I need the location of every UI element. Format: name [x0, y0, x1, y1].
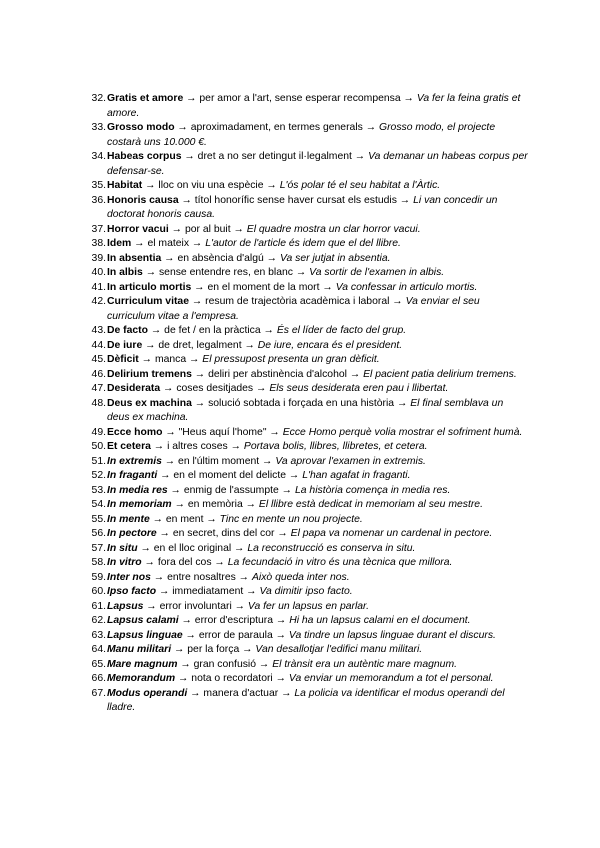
arrow-icon: →: [148, 325, 165, 336]
latin-expressions-list: [88, 92, 528, 716]
usage-example: La història comença in media res.: [294, 484, 451, 496]
usage-example: Va enviar el seu curriculum vitae a l'empresa.: [107, 296, 480, 322]
term-meaning: lloc on viu una espècie: [158, 180, 264, 191]
usage-example: Va ser jutjat in absentia.: [279, 252, 391, 264]
term-meaning: en el moment del delicte: [173, 470, 287, 481]
term-meaning: el mateix: [147, 238, 190, 249]
list-item: [88, 382, 528, 397]
list-item: [88, 397, 528, 426]
arrow-icon: →: [278, 687, 295, 699]
arrow-icon: →: [242, 499, 259, 510]
arrow-icon: →: [231, 542, 248, 554]
list-item: [88, 252, 528, 267]
latin-term: Honoris causa: [107, 194, 179, 206]
latin-term: Delirium tremens: [107, 368, 192, 380]
item-number: 42.: [91, 296, 106, 307]
usage-example: L'ós polar té el seu habitat a l'Àrtic.: [279, 180, 441, 191]
list-item: [88, 687, 528, 716]
term-meaning: aproximadament, en termes generals: [190, 122, 363, 133]
usage-example: El trànsit era un autèntic mare magnum.: [272, 658, 457, 670]
term-meaning: "Heus aquí l'home": [178, 426, 267, 438]
item-number: 64.: [91, 644, 106, 655]
item-number: 40.: [91, 267, 106, 278]
arrow-icon: →: [396, 194, 414, 206]
term-meaning: sense entendre res, en blanc: [158, 267, 293, 278]
term-meaning: solució sobtada i forçada en una història: [208, 397, 395, 409]
item-number: 56.: [91, 528, 106, 539]
arrow-icon: →: [259, 455, 276, 467]
latin-term: Inter nos: [107, 571, 151, 583]
latin-term: Desiderata: [107, 383, 161, 394]
usage-example: Va aprovar l'examen in extremis.: [275, 455, 426, 467]
usage-example: El llibre està dedicat in memoriam al seu mestre.: [258, 499, 483, 510]
term-meaning: por al buit: [184, 223, 231, 235]
arrow-icon: →: [203, 513, 220, 525]
arrow-icon: →: [189, 296, 206, 307]
item-number: 38.: [91, 238, 106, 249]
list-item: [88, 426, 528, 441]
list-item: [88, 295, 528, 324]
arrow-icon: →: [266, 426, 283, 438]
latin-term: De iure: [107, 339, 143, 351]
arrow-icon: →: [182, 629, 199, 641]
latin-term: In media res: [107, 484, 168, 496]
usage-example: Els seus desiderata eren pau i llibertat.: [269, 383, 449, 394]
item-number: 35.: [91, 180, 106, 191]
arrow-icon: →: [211, 557, 228, 568]
list-item: [88, 585, 528, 600]
list-item: [88, 527, 528, 542]
term-meaning: per amor a l'art, sense esperar recompensa: [199, 93, 401, 104]
arrow-icon: →: [175, 673, 192, 684]
item-number: 43.: [91, 325, 106, 336]
arrow-icon: →: [156, 586, 173, 597]
arrow-icon: →: [400, 93, 417, 104]
item-number: 66.: [91, 673, 106, 684]
item-number: 50.: [91, 441, 106, 452]
item-number: 62.: [91, 615, 106, 626]
list-item: [88, 339, 528, 354]
term-meaning: en ment: [165, 513, 204, 525]
list-item: [88, 672, 528, 687]
arrow-icon: →: [183, 93, 200, 104]
usage-example: Va sortir de l'examen in albis.: [309, 267, 445, 278]
usage-example: Va tindre un lapsus linguae durant el discurs.: [288, 629, 496, 641]
usage-example: Li van concedir un doctorat honoris causa.: [107, 194, 498, 220]
latin-term: Grosso modo: [107, 122, 175, 133]
list-item: [88, 237, 528, 252]
arrow-icon: →: [142, 339, 159, 351]
item-number: 51.: [91, 455, 106, 467]
arrow-icon: →: [174, 122, 191, 133]
list-item: [88, 281, 528, 296]
list-item: [88, 484, 528, 499]
item-number: 44.: [91, 339, 106, 351]
latin-term: Gratis et amore: [107, 93, 184, 104]
arrow-icon: →: [141, 557, 158, 568]
item-number: 59.: [91, 571, 106, 583]
item-number: 67.: [91, 687, 106, 699]
arrow-icon: →: [263, 180, 280, 191]
arrow-icon: →: [319, 281, 336, 293]
term-meaning: error involuntari: [159, 600, 232, 612]
arrow-icon: →: [263, 252, 280, 264]
arrow-icon: →: [231, 600, 248, 612]
list-item: [88, 150, 528, 179]
latin-term: In situ: [107, 542, 138, 554]
usage-example: El pacient patia delirium tremens.: [363, 368, 517, 380]
arrow-icon: →: [272, 629, 289, 641]
arrow-icon: →: [260, 325, 277, 336]
item-number: 65.: [91, 658, 106, 670]
term-meaning: immediatament: [172, 586, 244, 597]
term-meaning: en l'últim moment: [178, 455, 260, 467]
arrow-icon: →: [189, 238, 206, 249]
item-number: 60.: [91, 586, 106, 597]
latin-term: Lapsus: [107, 600, 144, 612]
term-meaning: de fet / en la pràctica: [164, 325, 261, 336]
list-item: [88, 614, 528, 629]
item-number: 48.: [91, 397, 106, 409]
latin-term: Dèficit: [107, 354, 139, 365]
arrow-icon: →: [235, 571, 252, 583]
latin-term: Ecce homo: [107, 426, 163, 438]
arrow-icon: →: [191, 368, 209, 380]
arrow-icon: →: [160, 383, 177, 394]
item-number: 53.: [91, 484, 106, 496]
usage-example: És el líder de facto del grup.: [276, 325, 407, 336]
arrow-icon: →: [286, 470, 303, 481]
term-meaning: fora del cos: [157, 557, 212, 568]
item-number: 52.: [91, 470, 106, 481]
item-number: 61.: [91, 600, 106, 612]
latin-term: In memoriam: [107, 499, 172, 510]
arrow-icon: →: [389, 296, 406, 307]
term-meaning: manera d'actuar: [203, 687, 279, 699]
arrow-icon: →: [191, 281, 208, 293]
item-number: 54.: [91, 499, 106, 510]
item-number: 49.: [91, 426, 106, 438]
latin-term: Memorandum: [107, 673, 176, 684]
latin-term: Deus ex machina: [107, 397, 192, 409]
usage-example: El pressupost presenta un gran dèficit.: [202, 354, 380, 365]
item-number: 46.: [91, 368, 106, 380]
usage-example: Ecce Homo perquè volia mostrar el sofriment humà.: [282, 426, 523, 438]
usage-example: L'autor de l'article és idem que el del llibre.: [205, 238, 401, 249]
usage-example: Va confessar in articulo mortis.: [335, 281, 478, 293]
usage-example: Van desallotjar l'edifici manu militari.: [255, 644, 423, 655]
arrow-icon: →: [191, 397, 209, 409]
arrow-icon: →: [157, 470, 174, 481]
list-item: [88, 571, 528, 586]
item-number: 47.: [91, 383, 106, 394]
arrow-icon: →: [131, 238, 148, 249]
arrow-icon: →: [149, 513, 166, 525]
arrow-icon: →: [227, 441, 244, 452]
latin-term: De facto: [107, 325, 148, 336]
term-meaning: i altres coses: [167, 441, 228, 452]
arrow-icon: →: [241, 339, 258, 351]
latin-term: Habeas corpus: [107, 151, 182, 162]
term-meaning: en memòria: [187, 499, 243, 510]
list-item: [88, 556, 528, 571]
term-meaning: en el lloc original: [153, 542, 232, 554]
latin-term: Curriculum vitae: [107, 296, 189, 307]
item-number: 34.: [91, 151, 106, 162]
list-item: [88, 179, 528, 194]
arrow-icon: →: [273, 615, 290, 626]
arrow-icon: →: [162, 426, 179, 438]
arrow-icon: →: [138, 354, 155, 365]
latin-term: In pectore: [107, 528, 157, 539]
term-meaning: de dret, legalment: [158, 339, 242, 351]
list-item: [88, 658, 528, 673]
item-number: 58.: [91, 557, 106, 568]
usage-example: Portava bolis, llibres, llibretes, et cetera.: [243, 441, 428, 452]
list-item: [88, 498, 528, 513]
item-number: 55.: [91, 513, 106, 525]
term-meaning: dret a no ser detingut il·legalment: [197, 151, 352, 162]
arrow-icon: →: [272, 673, 289, 684]
term-meaning: resum de trajectòria acadèmica i laboral: [205, 296, 390, 307]
usage-example: Va fer la feina gratis et amore.: [107, 93, 521, 119]
arrow-icon: →: [351, 151, 369, 162]
item-number: 33.: [91, 122, 106, 133]
arrow-icon: →: [278, 484, 295, 496]
latin-term: Habitat: [107, 180, 143, 191]
usage-example: El final semblava un deus ex machina.: [107, 397, 504, 423]
latin-term: Et cetera: [107, 441, 151, 452]
usage-example: Grosso modo, el projecte costarà uns 10.000 €.: [107, 122, 496, 148]
item-number: 37.: [91, 223, 106, 235]
latin-term: Ipso facto: [107, 586, 157, 597]
list-item: [88, 455, 528, 470]
item-number: 45.: [91, 354, 106, 365]
term-meaning: deliri per abstinència d'alcohol: [208, 368, 347, 380]
latin-term: Horror vacui: [107, 223, 169, 235]
arrow-icon: →: [243, 586, 260, 597]
arrow-icon: →: [181, 151, 198, 162]
item-number: 36.: [91, 194, 106, 206]
arrow-icon: →: [274, 528, 291, 539]
arrow-icon: →: [161, 252, 178, 264]
term-meaning: en absència d'algú: [177, 252, 264, 264]
usage-example: El quadre mostra un clar horror vacui.: [246, 223, 421, 235]
list-item: [88, 469, 528, 484]
latin-term: Manu militari: [107, 644, 172, 655]
list-item: [88, 440, 528, 455]
list-item: [88, 223, 528, 238]
usage-example: La reconstrucció es conserva in situ.: [247, 542, 416, 554]
usage-example: Va fer un lapsus en parlar.: [247, 600, 370, 612]
arrow-icon: →: [168, 223, 185, 235]
arrow-icon: →: [142, 267, 159, 278]
arrow-icon: →: [362, 122, 380, 133]
usage-example: Va enviar un memorandum a tot el personal.: [288, 673, 494, 684]
arrow-icon: →: [230, 223, 247, 235]
arrow-icon: →: [178, 615, 195, 626]
arrow-icon: →: [186, 354, 203, 365]
term-meaning: en el moment de la mort: [207, 281, 320, 293]
usage-example: Tinc en mente un nou projecte.: [219, 513, 363, 525]
list-item: [88, 353, 528, 368]
term-meaning: error de paraula: [198, 629, 273, 641]
arrow-icon: →: [161, 455, 179, 467]
usage-example: Hi ha un lapsus calami en el document.: [289, 615, 471, 626]
term-meaning: coses desitjades: [176, 383, 254, 394]
list-item: [88, 629, 528, 644]
usage-example: De iure, encara és el president.: [257, 339, 403, 351]
term-meaning: gran confusió: [193, 658, 257, 670]
term-meaning: per la força: [187, 644, 240, 655]
usage-example: La fecundació in vitro és una tècnica que millora.: [227, 557, 453, 568]
list-item: [88, 324, 528, 339]
arrow-icon: →: [187, 687, 204, 699]
item-number: 57.: [91, 542, 106, 554]
list-item: [88, 194, 528, 223]
list-item: [88, 513, 528, 528]
arrow-icon: →: [293, 267, 310, 278]
arrow-icon: →: [171, 499, 188, 510]
arrow-icon: →: [137, 542, 154, 554]
arrow-icon: →: [178, 194, 195, 206]
item-number: 63.: [91, 629, 106, 641]
arrow-icon: →: [156, 528, 173, 539]
item-number: 32.: [91, 93, 106, 104]
term-meaning: error d'escriptura: [194, 615, 274, 626]
usage-example: Va demanar un habeas corpus per defensar-se.: [107, 151, 528, 177]
arrow-icon: →: [150, 571, 168, 583]
usage-example: La policia va identificar el modus operandi del lladre.: [107, 687, 505, 713]
latin-term: Modus operandi: [107, 687, 188, 699]
arrow-icon: →: [239, 644, 256, 655]
latin-term: In articulo mortis: [107, 281, 192, 293]
list-item: [88, 600, 528, 615]
latin-term: In fraganti: [107, 470, 158, 481]
arrow-icon: →: [150, 441, 168, 452]
latin-term: Mare magnum: [107, 658, 178, 670]
arrow-icon: →: [253, 383, 270, 394]
latin-term: In absentia: [107, 252, 162, 264]
usage-example: El papa va nomenar un cardenal in pectore.: [290, 528, 493, 539]
usage-example: Va dimitir ipso facto.: [259, 586, 353, 597]
latin-term: Lapsus calami: [107, 615, 179, 626]
list-item: [88, 368, 528, 383]
list-item: [88, 542, 528, 557]
item-number: 41.: [91, 281, 106, 293]
arrow-icon: →: [167, 484, 184, 496]
item-number: 39.: [91, 252, 106, 264]
term-meaning: en secret, dins del cor: [172, 528, 275, 539]
list-item: [88, 643, 528, 658]
arrow-icon: →: [142, 180, 159, 191]
list-item: [88, 266, 528, 281]
arrow-icon: →: [177, 658, 194, 670]
latin-term: In mente: [107, 513, 150, 525]
latin-term: In albis: [107, 267, 143, 278]
usage-example: L'han agafat in fraganti.: [302, 470, 411, 481]
arrow-icon: →: [394, 397, 411, 409]
term-meaning: nota o recordatori: [191, 673, 273, 684]
latin-term: Lapsus linguae: [107, 629, 183, 641]
arrow-icon: →: [256, 658, 273, 670]
latin-term: In vitro: [107, 557, 142, 568]
term-meaning: títol honorífic sense haver cursat els estudis: [194, 194, 397, 206]
term-meaning: enmig de l'assumpte: [183, 484, 279, 496]
usage-example: Això queda inter nos.: [251, 571, 350, 583]
arrow-icon: →: [143, 600, 160, 612]
term-meaning: manca: [154, 354, 187, 365]
arrow-icon: →: [346, 368, 364, 380]
latin-term: Idem: [107, 238, 132, 249]
latin-term: In extremis: [107, 455, 162, 467]
list-item: [88, 121, 528, 150]
list-item: [88, 92, 528, 121]
term-meaning: entre nosaltres: [167, 571, 236, 583]
arrow-icon: →: [171, 644, 188, 655]
